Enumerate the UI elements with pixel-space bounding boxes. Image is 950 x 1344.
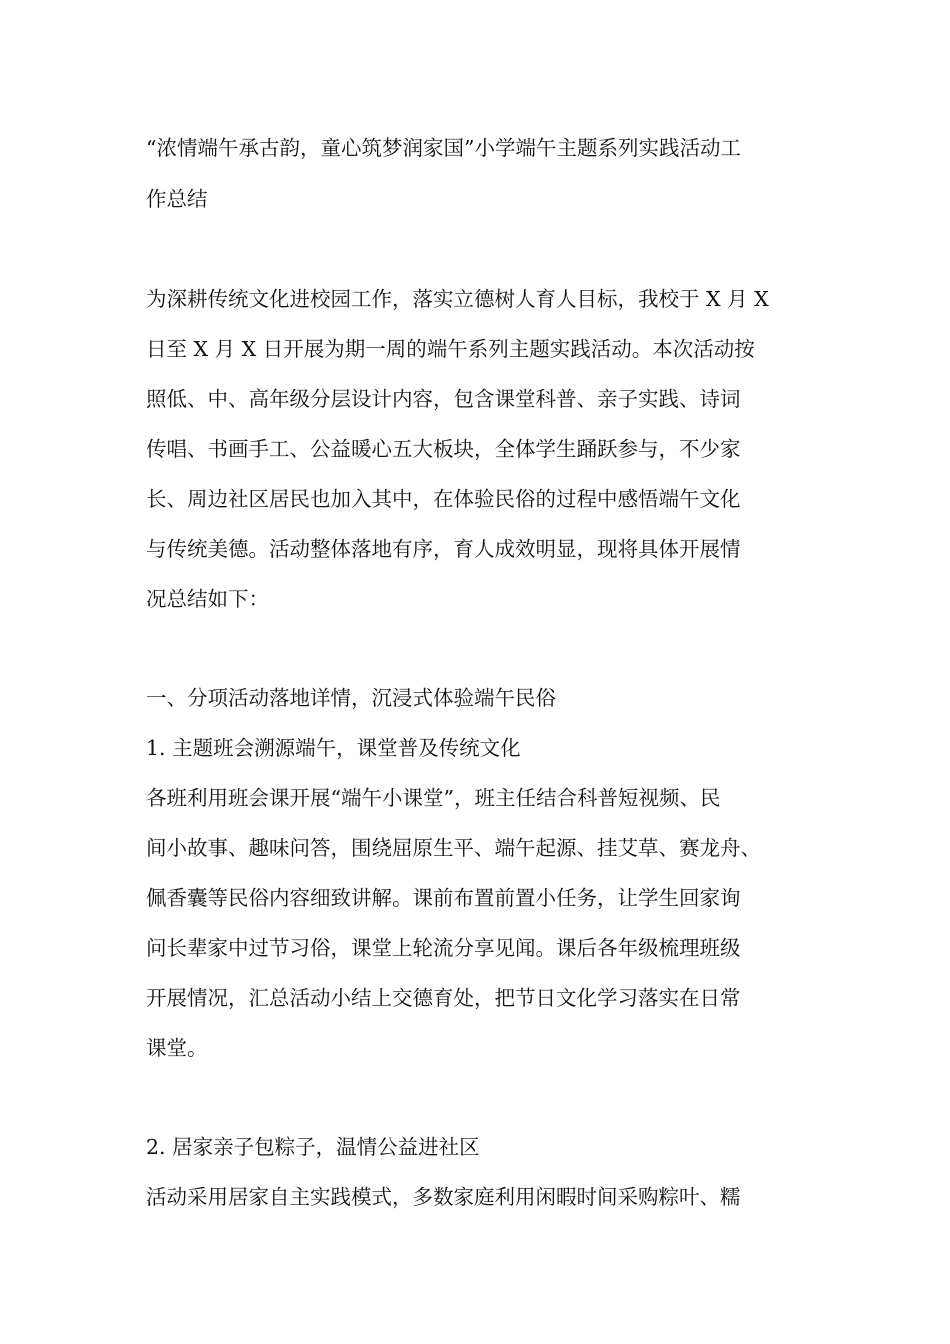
section-heading: 一、分项活动落地详情，沉浸式体验端午民俗 xyxy=(146,686,556,710)
paragraph-line: 为深耕传统文化进校园工作，落实立德树人育人目标，我校于 X 月 X xyxy=(146,287,769,311)
subsection-heading: 2. 居家亲子包粽子，温情公益进社区 xyxy=(146,1135,480,1159)
paragraph-line: 与传统美德。活动整体落地有序，育人成效明显，现将具体开展情 xyxy=(146,537,741,561)
document-title-line: 作总结 xyxy=(146,187,208,211)
paragraph-line: 长、周边社区居民也加入其中，在体验民俗的过程中感悟端午文化 xyxy=(146,487,741,511)
paragraph-line: 开展情况，汇总活动小结上交德育处，把节日文化学习落实在日常 xyxy=(146,986,741,1010)
paragraph-line: 活动采用居家自主实践模式，多数家庭利用闲暇时间采购粽叶、糯 xyxy=(146,1185,741,1209)
paragraph-line: 课堂。 xyxy=(146,1036,208,1060)
paragraph-line: 佩香囊等民俗内容细致讲解。课前布置前置小任务，让学生回家询 xyxy=(146,886,741,910)
paragraph-line: 问长辈家中过节习俗，课堂上轮流分享见闻。课后各年级梳理班级 xyxy=(146,936,741,960)
paragraph-line: 各班利用班会课开展“端午小课堂”，班主任结合科普短视频、民 xyxy=(146,786,721,810)
paragraph-line: 传唱、书画手工、公益暖心五大板块，全体学生踊跃参与，不少家 xyxy=(146,437,741,461)
subsection-heading: 1. 主题班会溯源端午，课堂普及传统文化 xyxy=(146,736,521,760)
paragraph-line: 照低、中、高年级分层设计内容，包含课堂科普、亲子实践、诗词 xyxy=(146,387,741,411)
paragraph-line: 间小故事、趣味问答，围绕屈原生平、端午起源、挂艾草、赛龙舟、 xyxy=(146,836,761,860)
paragraph-line: 日至 X 月 X 日开展为期一周的端午系列主题实践活动。本次活动按 xyxy=(146,337,755,361)
document-title-line: “浓情端午承古韵，童心筑梦润家国”小学端午主题系列实践活动工 xyxy=(146,136,741,160)
paragraph-line: 况总结如下： xyxy=(146,587,269,611)
